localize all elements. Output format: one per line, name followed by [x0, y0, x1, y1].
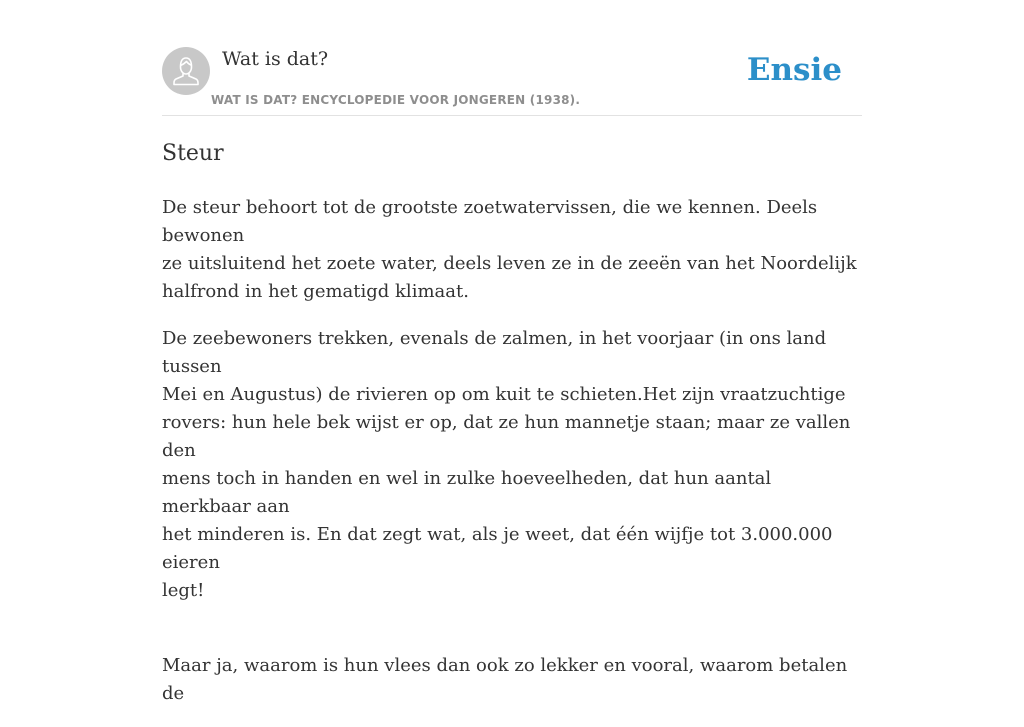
paragraph-spacer	[162, 624, 862, 652]
article-paragraph: Maar ja, waarom is hun vlees dan ook zo lekker en vooral, waarom betalen de	[162, 655, 848, 704]
article-paragraph: De steur behoort tot de grootste zoetwatervissen, die we kennen. Deels bewonen ze uitsluitend het zoete water, deels leven ze in de zeeën van het Noordelijk halfrond in het gematigd klimaat.	[162, 197, 857, 302]
article-paragraph: De zeebewoners trekken, evenals de zalmen, in het voorjaar (in ons land tussen Mei en Augustus) de rivieren op om kuit te schieten.Het zijn vraatzuchtige rovers: hun hele bek wijst er op, dat ze hun mannetje staan; maar ze vallen den mens toch in handen en wel in zulke hoeveelheden, dat hun aantal merkbaar aan het minderen is. En dat zegt wat, als je weet, dat één wijfje tot 3.000.000 eieren legt!	[162, 328, 851, 601]
source-title[interactable]: Wat is dat?	[222, 48, 329, 70]
article-title: Steur	[162, 141, 224, 166]
person-outline-icon	[162, 47, 210, 95]
ensie-logo[interactable]: Ensie	[746, 52, 842, 88]
source-subtitle: WAT IS DAT? ENCYCLOPEDIE VOOR JONGEREN (1938).	[211, 93, 581, 107]
user-avatar-icon[interactable]	[162, 47, 210, 95]
article	[162, 138, 862, 727]
source-header	[162, 46, 862, 116]
